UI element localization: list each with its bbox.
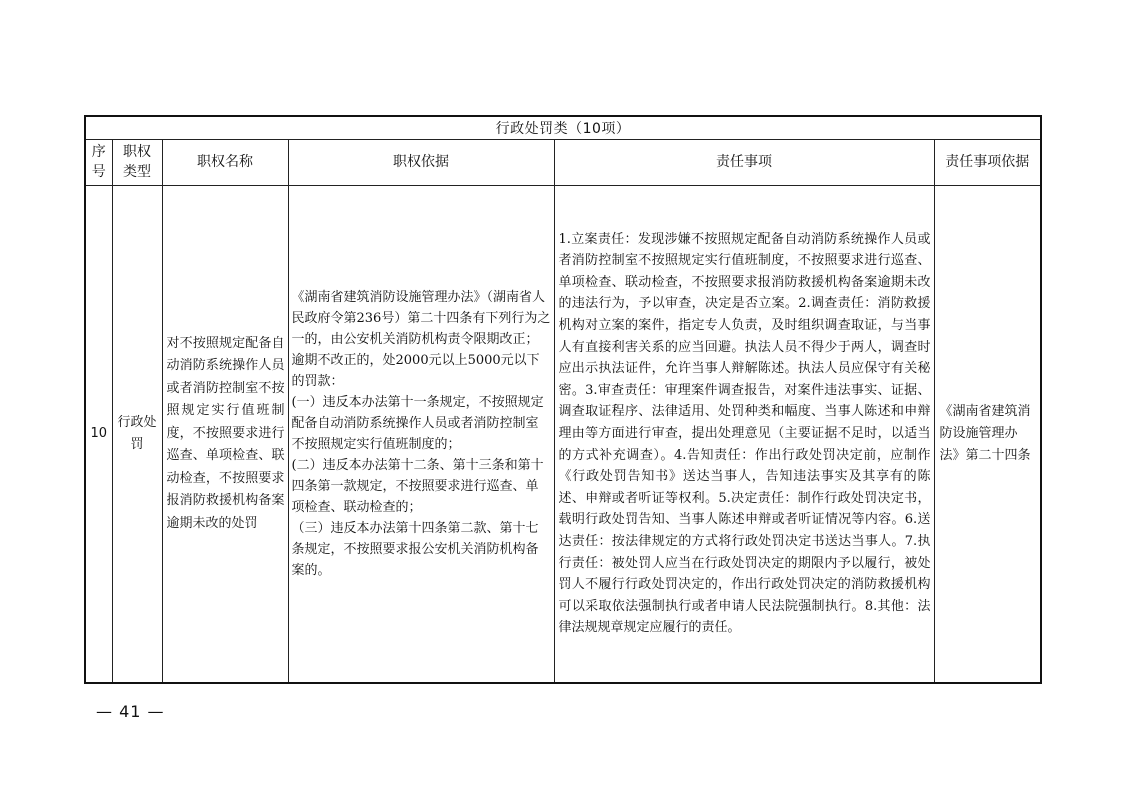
- table-header-row: [85, 139, 1041, 185]
- table-row: [85, 185, 1041, 683]
- page-number: — 41 —: [96, 702, 165, 721]
- table-title: 行政处罚类（10项）: [85, 116, 1041, 139]
- authority-table: [84, 115, 1042, 684]
- cell-responsibility: 1.立案责任：发现涉嫌不按照规定配备自动消防系统操作人员或者消防控制室不按照规定实行值班制度，不按照要求进行巡查、单项检查、联动检查，不按照要求报消防救援机构备案逾期未改的违法行为，予以审查，决定是否立案。2.调查责任：消防救援机构对立案的案件，指定专人负责，及时组织调查取证，与当事人有直接利害关系的应当回避。执法人员不得少于两人，调查时应出示执法证件，允许当事人辩解陈述。执法人员应保守有关秘密。3.审查责任：审理案件调查报告，对案件违法事实、证据、调查取证程序、法律适用、处罚种类和幅度、当事人陈述和申辩理由等方面进行审查，提出处理意见（主要证据不足时，以适当的方式补充调查）。4.告知责任：作出行政处罚决定前，应制作《行政处罚告知书》送达当事人，告知违法事实及其享有的陈述、申辩或者听证等权利。5.决定责任：制作行政处罚决定书，载明行政处罚告知、当事人陈述申辩或者听证情况等内容。6.送达责任：按法律规定的方式将行政处罚决定书送达当事人。7.执行责任：被处罚人应当在行政处罚决定的期限内予以履行，被处罚人不履行行政处罚决定的，作出行政处罚决定的消防救援机构可以采取依法强制执行或者申请人民法院强制执行。8.其他：法律法规规章规定应履行的责任。: [554, 185, 934, 683]
- header-basis: 职权依据: [288, 139, 554, 185]
- header-responsibility-basis: 责任事项依据: [934, 139, 1041, 185]
- header-seq: 序号: [85, 139, 112, 185]
- cell-basis: 《湖南省建筑消防设施管理办法》（湖南省人民政府令第236号）第二十四条有下列行为之一的，由公安机关消防机构责令限期改正；逾期不改正的，处2000元以上5000元以下的罚款： (一）违反本办法第十一条规定，不按照规定配备自动消防系统操作人员或者消防控制室不按照规定实行值班制度的； (二）违反本办法第十二条、第十三条和第十四条第一款规定，不按照要求进行巡查、单项检查、联动检查的； （三）违反本办法第十四条第二款、第十七条规定，不按照要求报公安机关消防机构备案的。: [288, 185, 554, 683]
- header-name: 职权名称: [162, 139, 288, 185]
- cell-responsibility-basis: 《湖南省建筑消防设施管理办法》第二十四条: [934, 185, 1041, 683]
- table-title-row: [85, 116, 1041, 139]
- header-responsibility: 责任事项: [554, 139, 934, 185]
- cell-seq: 10: [85, 185, 112, 683]
- cell-name: 对不按照规定配备自动消防系统操作人员或者消防控制室不按照规定实行值班制度，不按照要求进行巡查、单项检查、联动检查，不按照要求报消防救援机构备案逾期未改的处罚: [162, 185, 288, 683]
- header-type: 职权类型: [112, 139, 162, 185]
- cell-type: 行政处罚: [112, 185, 162, 683]
